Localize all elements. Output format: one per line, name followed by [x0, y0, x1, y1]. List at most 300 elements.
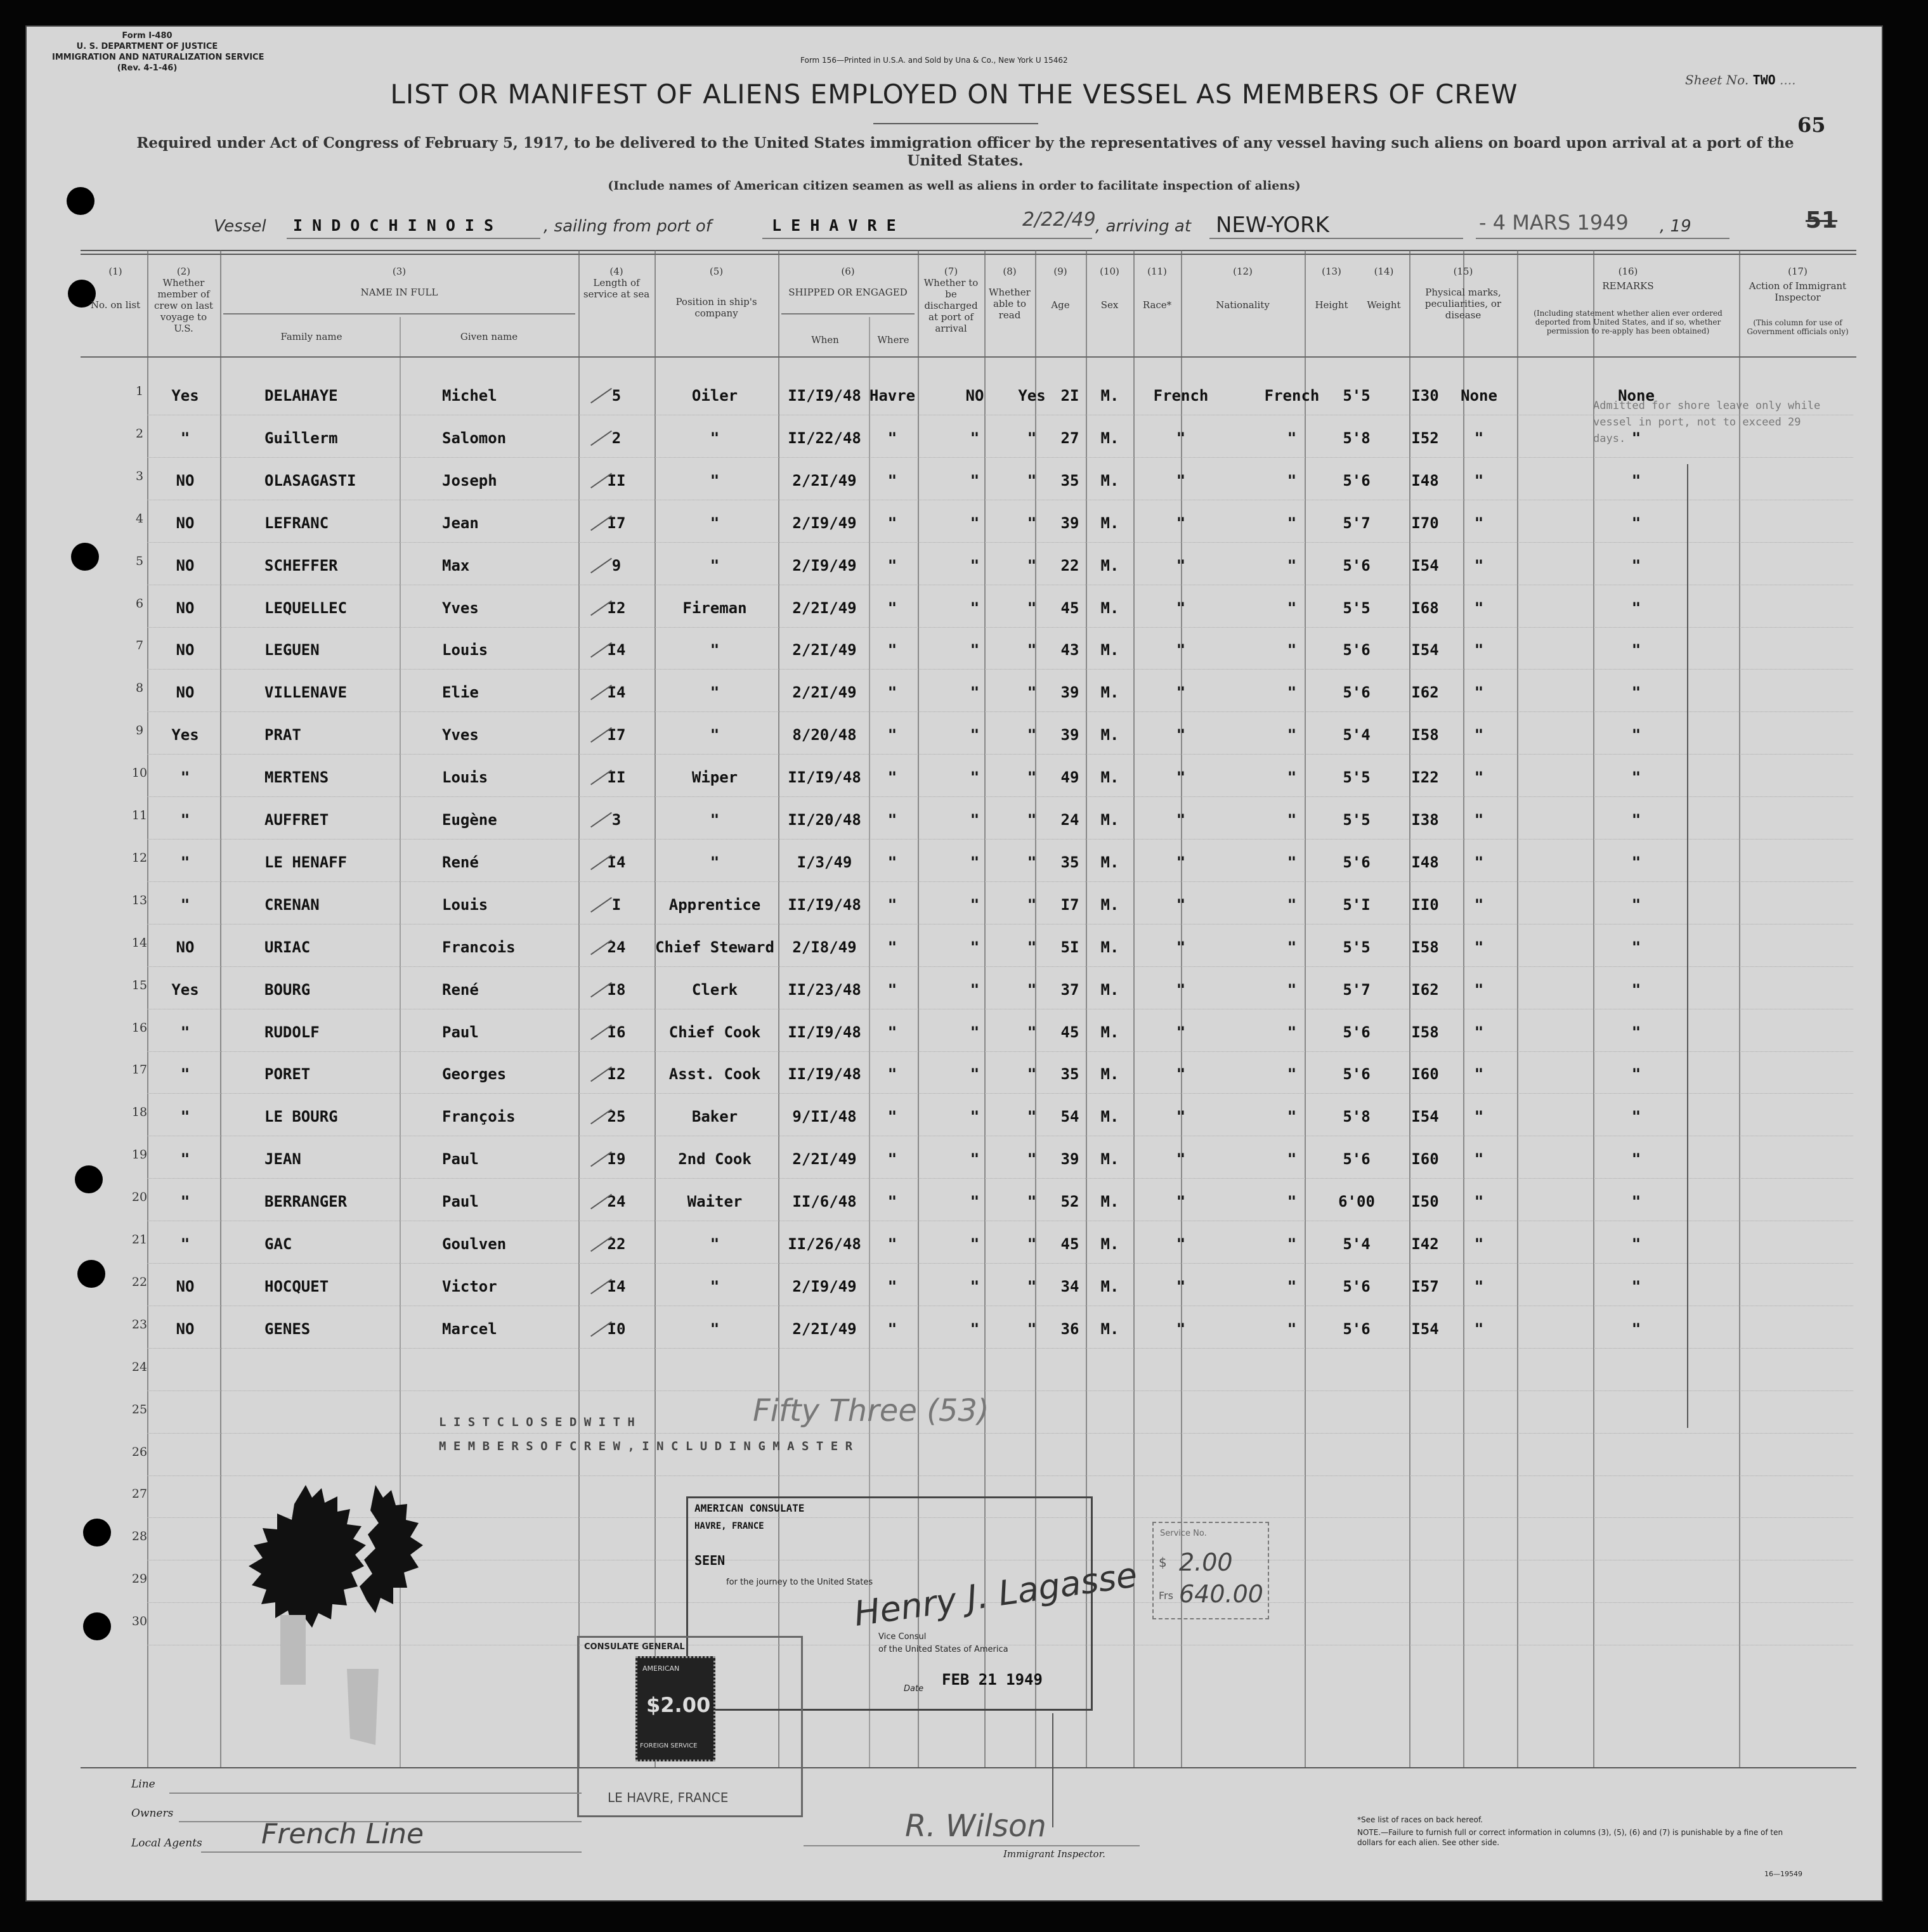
cell-service: I2: [607, 1065, 626, 1084]
cell-read: ": [1027, 641, 1037, 659]
stamp-date-label: Date: [904, 1684, 924, 1694]
cell-family: PORET: [264, 1065, 311, 1084]
cell-where: ": [887, 768, 897, 787]
revenue-stamp-top: AMERICAN: [642, 1664, 680, 1673]
cell-weight: I70: [1411, 514, 1439, 532]
cell-age: 37: [1060, 980, 1079, 999]
cell-height: 5'7: [1343, 980, 1371, 999]
cell-age: 49: [1060, 768, 1079, 787]
cell-disch: ": [970, 938, 980, 956]
cell-sex: M.: [1100, 1235, 1119, 1253]
cell-sex: M.: [1100, 1065, 1119, 1084]
cell-prev: ": [180, 1065, 190, 1084]
cell-when: 2/I8/49: [792, 938, 857, 956]
cell-given: Eugène: [442, 811, 497, 829]
column-header: Weight: [1367, 299, 1401, 311]
row-number: 14: [131, 935, 148, 950]
fee-label: Service No.: [1160, 1529, 1207, 1538]
cell-given: Louis: [442, 895, 488, 914]
column-number: (12): [1233, 266, 1253, 277]
cell-weight: I62: [1411, 980, 1439, 999]
cell-race: ": [1176, 1150, 1186, 1169]
cell-prev: NO: [176, 556, 195, 574]
cell-read: ": [1027, 938, 1037, 956]
cell-prev: ": [180, 1193, 190, 1211]
cell-remarks: ": [1631, 853, 1641, 871]
cell-weight: I58: [1411, 726, 1439, 744]
cell-when: II/I9/48: [788, 768, 861, 787]
cell-when: 2/2I/49: [792, 641, 857, 659]
cell-when: 2/2I/49: [792, 1150, 857, 1169]
cell-disch: ": [970, 556, 980, 574]
cell-where: ": [887, 726, 897, 744]
cell-sex: M.: [1100, 1108, 1119, 1126]
column-header: Whether able to read: [989, 287, 1031, 321]
cell-read: ": [1027, 429, 1037, 447]
cell-marks: ": [1474, 1235, 1484, 1253]
cell-family: OLASAGASTI: [264, 471, 356, 489]
cell-service: II: [607, 768, 626, 787]
cell-prev: NO: [176, 938, 195, 956]
cell-prev: ": [180, 1023, 190, 1041]
cell-marks: ": [1474, 641, 1484, 659]
column-header: Action of Immigrant Inspector: [1749, 280, 1847, 303]
cell-service: I0: [607, 1319, 626, 1338]
cell-sex: M.: [1100, 387, 1119, 405]
page-number: 65: [1797, 113, 1826, 137]
cell-weight: I54: [1411, 1108, 1439, 1126]
cell-nat: ": [1287, 1319, 1297, 1338]
cell-given: Louis: [442, 641, 488, 659]
cell-given: René: [442, 980, 479, 999]
cell-disch: ": [970, 514, 980, 532]
cell-when: 2/2I/49: [792, 1319, 857, 1338]
column-header: REMARKS: [1602, 280, 1654, 292]
cell-age: 45: [1060, 1235, 1079, 1253]
cell-where: ": [887, 1065, 897, 1084]
cell-service: I4: [607, 853, 626, 871]
cell-age: 36: [1060, 1319, 1079, 1338]
row-number: 21: [131, 1233, 148, 1247]
column-header: NAME IN FULL: [360, 287, 438, 298]
port-from: L E H A V R E: [772, 216, 896, 235]
fee-dollars: 2.00: [1179, 1548, 1233, 1576]
column-header: Race*: [1142, 299, 1172, 311]
cell-sex: M.: [1100, 684, 1119, 702]
cell-sex: M.: [1100, 1023, 1119, 1041]
cell-position: Chief Steward: [655, 938, 774, 956]
cell-where: Havre: [869, 387, 916, 405]
cell-age: I7: [1060, 895, 1079, 914]
consul-title1: Vice Consul: [878, 1632, 927, 1642]
cell-height: 5'5: [1343, 811, 1371, 829]
cell-sex: M.: [1100, 1150, 1119, 1169]
cell-marks: ": [1474, 514, 1484, 532]
cell-read: ": [1027, 556, 1037, 574]
cell-sex: M.: [1100, 1193, 1119, 1211]
cell-sex: M.: [1100, 471, 1119, 489]
cell-nat: ": [1287, 684, 1297, 702]
cell-nat: ": [1287, 1023, 1297, 1041]
cell-disch: ": [970, 471, 980, 489]
cell-family: SCHEFFER: [264, 556, 338, 574]
where-header: Where: [877, 334, 909, 346]
cell-position: Asst. Cook: [668, 1065, 761, 1084]
row-number: 6: [135, 596, 144, 611]
cell-read: ": [1027, 1319, 1037, 1338]
cell-sex: M.: [1100, 853, 1119, 871]
cell-nat: ": [1287, 599, 1297, 617]
seal-right-ribbon: [347, 1485, 423, 1745]
cell-where: ": [887, 471, 897, 489]
cell-disch: ": [970, 895, 980, 914]
cell-weight: I68: [1411, 599, 1439, 617]
cell-when: II/I9/48: [788, 1023, 861, 1041]
cell-remarks: ": [1631, 641, 1641, 659]
column-number: (3): [392, 266, 407, 277]
cell-service: I4: [607, 684, 626, 702]
cell-remarks: ": [1631, 1023, 1641, 1041]
cell-remarks: ": [1631, 811, 1641, 829]
cell-sex: M.: [1100, 514, 1119, 532]
cell-age: 54: [1060, 1108, 1079, 1126]
cell-race: ": [1176, 1023, 1186, 1041]
cell-given: René: [442, 853, 479, 871]
column-header: Physical marks, peculiarities, or disease: [1424, 287, 1502, 321]
table-top-rule: [81, 250, 1856, 251]
cell-weight: I58: [1411, 938, 1439, 956]
cell-position: ": [710, 1277, 720, 1295]
cell-disch: ": [970, 1319, 980, 1338]
column-number: (5): [709, 266, 724, 277]
cell-family: LE BOURG: [264, 1108, 338, 1126]
cell-prev: NO: [176, 684, 195, 702]
cell-race: ": [1176, 599, 1186, 617]
remarks-note: (Including statement whether alien ever ordered deported from United States, and if so, whether permission to re-apply has been obtained): [1534, 309, 1723, 335]
cell-when: II/I9/48: [788, 895, 861, 914]
cell-race: ": [1176, 641, 1186, 659]
cell-service: I8: [607, 980, 626, 999]
cell-disch: ": [970, 641, 980, 659]
column-header: Whether member of crew on last voyage to U.S.: [154, 277, 213, 334]
cell-prev: ": [180, 429, 190, 447]
cell-race: ": [1176, 1065, 1186, 1084]
row-rule: [147, 1093, 1853, 1094]
column-number: (14): [1374, 266, 1394, 277]
row-number: 28: [131, 1529, 148, 1544]
cell-disch: ": [970, 726, 980, 744]
arrival-date-stamp: - 4 MARS 1949: [1479, 211, 1629, 235]
cell-height: 5'7: [1343, 514, 1371, 532]
cell-weight: I30: [1411, 387, 1439, 405]
column-number: (8): [1003, 266, 1017, 277]
row-rule: [147, 542, 1853, 543]
cell-prev: NO: [176, 599, 195, 617]
cell-weight: I22: [1411, 768, 1439, 787]
cell-marks: ": [1474, 684, 1484, 702]
manifest-sheet: [25, 25, 1883, 1902]
cell-position: ": [710, 556, 720, 574]
cell-service: I7: [607, 726, 626, 744]
cell-prev: ": [180, 1108, 190, 1126]
cell-when: II/20/48: [788, 811, 861, 829]
column-number: (13): [1322, 266, 1341, 277]
cell-marks: ": [1474, 938, 1484, 956]
footer-agents-label: Local Agents: [131, 1837, 202, 1850]
row-number: 4: [135, 511, 144, 526]
row-number: 1: [135, 384, 144, 398]
cell-family: MERTENS: [264, 768, 329, 787]
include-note: (Include names of American citizen seamen as well as aliens in order to facilitate inspection of aliens): [608, 179, 1301, 193]
cell-read: ": [1027, 1277, 1037, 1295]
cell-disch: ": [970, 1150, 980, 1169]
cell-disch: ": [970, 599, 980, 617]
cell-remarks: ": [1631, 429, 1641, 447]
form-number: Form I-480: [122, 31, 173, 41]
cell-race: ": [1176, 1108, 1186, 1126]
cell-age: 24: [1060, 811, 1079, 829]
cell-race: ": [1176, 1319, 1186, 1338]
cell-where: ": [887, 1235, 897, 1253]
cell-prev: NO: [176, 641, 195, 659]
cell-age: 2I: [1060, 387, 1079, 405]
cell-given: François: [442, 1108, 516, 1126]
remarks-ditto-line: [1687, 464, 1688, 1428]
cell-weight: II0: [1411, 895, 1439, 914]
revenue-stamp-bottom: FOREIGN SERVICE: [640, 1742, 698, 1749]
cell-nat: ": [1287, 726, 1297, 744]
form-code: 16—19549: [1764, 1870, 1802, 1878]
race-note: *See list of races on back hereof.: [1357, 1815, 1483, 1824]
cell-position: Chief Cook: [668, 1023, 761, 1041]
cell-position: ": [710, 514, 720, 532]
cell-when: 2/2I/49: [792, 684, 857, 702]
cell-read: Yes: [1018, 387, 1046, 405]
cell-given: Louis: [442, 768, 488, 787]
cell-sex: M.: [1100, 641, 1119, 659]
cell-when: 2/I9/49: [792, 1277, 857, 1295]
cell-remarks: ": [1631, 938, 1641, 956]
cell-remarks: ": [1631, 895, 1641, 914]
row-number: 30: [131, 1614, 148, 1629]
column-number: (2): [176, 266, 191, 277]
name-header-rule: [223, 313, 575, 314]
cell-given: Yves: [442, 599, 479, 617]
cell-nat: ": [1287, 1193, 1297, 1211]
cell-family: URIAC: [264, 938, 311, 956]
row-rule: [147, 1263, 1853, 1264]
cell-position: ": [710, 429, 720, 447]
cell-given: Francois: [442, 938, 516, 956]
cell-marks: ": [1474, 1277, 1484, 1295]
cell-weight: I58: [1411, 1023, 1439, 1041]
cell-sex: M.: [1100, 980, 1119, 999]
cell-age: 34: [1060, 1277, 1079, 1295]
row-rule: [147, 796, 1853, 797]
cell-given: Jean: [442, 514, 479, 532]
cell-marks: None: [1461, 387, 1497, 405]
row-number: 29: [131, 1572, 148, 1586]
cell-sex: M.: [1100, 938, 1119, 956]
row-rule: [147, 839, 1853, 840]
department: U. S. DEPARTMENT OF JUSTICE: [76, 42, 218, 51]
cell-height: 5'5: [1343, 387, 1371, 405]
cell-where: ": [887, 811, 897, 829]
cell-read: ": [1027, 811, 1037, 829]
column-number: (16): [1618, 266, 1638, 277]
cell-marks: ": [1474, 1108, 1484, 1126]
cell-sex: M.: [1100, 429, 1119, 447]
cell-marks: ": [1474, 471, 1484, 489]
cell-remarks: ": [1631, 1108, 1641, 1126]
cell-position: ": [710, 1235, 720, 1253]
cell-where: ": [887, 641, 897, 659]
cell-race: ": [1176, 556, 1186, 574]
cell-disch: ": [970, 768, 980, 787]
fee-stamp: [1152, 1522, 1269, 1619]
row-number: 25: [131, 1402, 148, 1417]
cell-when: II/I9/48: [788, 1065, 861, 1084]
cell-where: ": [887, 514, 897, 532]
cell-service: 25: [607, 1108, 626, 1126]
corner-mark: 51: [1806, 207, 1838, 233]
given-name-header: Given name: [460, 331, 518, 342]
vessel-name: I N D O C H I N O I S: [293, 216, 494, 235]
table-bottom-rule: [81, 1767, 1856, 1768]
cell-weight: I54: [1411, 1319, 1439, 1338]
cell-marks: ": [1474, 768, 1484, 787]
cell-sex: M.: [1100, 726, 1119, 744]
cell-age: 22: [1060, 556, 1079, 574]
penalty-note: NOTE.—Failure to furnish full or correct information in columns (3), (5), (6) and (7) is punishable by a fine of ten dollars for each alien. See other side.: [1357, 1828, 1783, 1847]
cell-read: ": [1027, 1023, 1037, 1041]
cell-weight: I38: [1411, 811, 1439, 829]
row-number: 18: [131, 1105, 148, 1120]
row-rule: [147, 457, 1853, 458]
cell-prev: Yes: [171, 387, 199, 405]
cell-service: 22: [607, 1235, 626, 1253]
cell-nat: ": [1287, 514, 1297, 532]
cell-race: ": [1176, 1235, 1186, 1253]
cell-disch: ": [970, 811, 980, 829]
cell-position: Wiper: [691, 768, 738, 787]
cell-service: 3: [611, 811, 622, 829]
cell-prev: NO: [176, 1277, 195, 1295]
cell-age: 52: [1060, 1193, 1079, 1211]
pen-stroke: [1052, 1713, 1053, 1827]
cell-where: ": [887, 599, 897, 617]
cell-height: 6'00: [1338, 1193, 1375, 1211]
cell-marks: ": [1474, 429, 1484, 447]
cell-race: ": [1176, 768, 1186, 787]
cell-height: 5'8: [1343, 1108, 1371, 1126]
cell-sex: M.: [1100, 599, 1119, 617]
cell-remarks: ": [1631, 599, 1641, 617]
cell-position: 2nd Cook: [678, 1150, 752, 1169]
row-number: 11: [131, 808, 148, 822]
cell-marks: ": [1474, 1023, 1484, 1041]
cell-service: I4: [607, 641, 626, 659]
agents-signature: French Line: [261, 1818, 424, 1850]
cell-read: ": [1027, 768, 1037, 787]
cell-service: 24: [607, 938, 626, 956]
cell-remarks: ": [1631, 471, 1641, 489]
cell-position: Clerk: [691, 980, 738, 999]
cell-given: Paul: [442, 1193, 479, 1211]
cell-nat: ": [1287, 1235, 1297, 1253]
row-rule: [147, 1178, 1853, 1179]
cell-read: ": [1027, 1108, 1037, 1126]
cell-given: Salomon: [442, 429, 507, 447]
cell-age: 35: [1060, 1065, 1079, 1084]
cell-weight: I48: [1411, 471, 1439, 489]
cell-height: 5'6: [1343, 1277, 1371, 1295]
cell-position: Waiter: [687, 1193, 743, 1211]
cell-height: 5'6: [1343, 1150, 1371, 1169]
cell-race: ": [1176, 853, 1186, 871]
column-number: (7): [944, 266, 958, 277]
cell-family: LEFRANC: [264, 514, 329, 532]
cell-height: 5'4: [1343, 1235, 1371, 1253]
cell-race: ": [1176, 938, 1186, 956]
cell-read: ": [1027, 980, 1037, 999]
sheet-value: TWO: [1752, 72, 1776, 88]
cell-disch: ": [970, 1277, 980, 1295]
cell-where: ": [887, 1277, 897, 1295]
cell-read: ": [1027, 1150, 1037, 1169]
cell-nat: ": [1287, 471, 1297, 489]
cell-weight: I62: [1411, 684, 1439, 702]
cell-service: 9: [611, 556, 622, 574]
cell-race: ": [1176, 895, 1186, 914]
row-number: 15: [131, 978, 148, 992]
ribbon-seal: [217, 1479, 483, 1758]
cell-position: ": [710, 726, 720, 744]
cell-remarks: ": [1631, 1319, 1641, 1338]
sheet-label: Sheet No.: [1685, 72, 1749, 88]
cell-when: 2/I9/49: [792, 556, 857, 574]
cell-prev: ": [180, 853, 190, 871]
cell-height: 5'4: [1343, 726, 1371, 744]
column-header: Age: [1051, 299, 1070, 311]
row-rule: [147, 711, 1853, 712]
row-rule: [147, 1348, 1853, 1349]
inspector-label: Immigrant Inspector.: [1003, 1848, 1105, 1860]
cell-weight: I57: [1411, 1277, 1439, 1295]
row-number: 7: [135, 639, 144, 653]
row-number: 13: [131, 893, 148, 907]
cell-given: Goulven: [442, 1235, 507, 1253]
cell-when: 9/II/48: [792, 1108, 857, 1126]
stamp-date: FEB 21 1949: [942, 1671, 1043, 1689]
cell-where: ": [887, 895, 897, 914]
row-rule: [147, 881, 1853, 882]
row-rule: [147, 754, 1853, 755]
cell-age: 45: [1060, 1023, 1079, 1041]
cell-weight: I60: [1411, 1065, 1439, 1084]
cell-remarks: ": [1631, 684, 1641, 702]
cell-race: ": [1176, 684, 1186, 702]
cell-where: ": [887, 556, 897, 574]
column-header: Position in ship's company: [675, 296, 757, 319]
fee-dollar-prefix: $: [1159, 1555, 1167, 1570]
cell-disch: ": [970, 1023, 980, 1041]
cell-nat: ": [1287, 895, 1297, 914]
cell-family: GENES: [264, 1319, 311, 1338]
cell-when: II/I9/48: [788, 387, 861, 405]
cell-where: ": [887, 980, 897, 999]
cell-remarks: ": [1631, 768, 1641, 787]
